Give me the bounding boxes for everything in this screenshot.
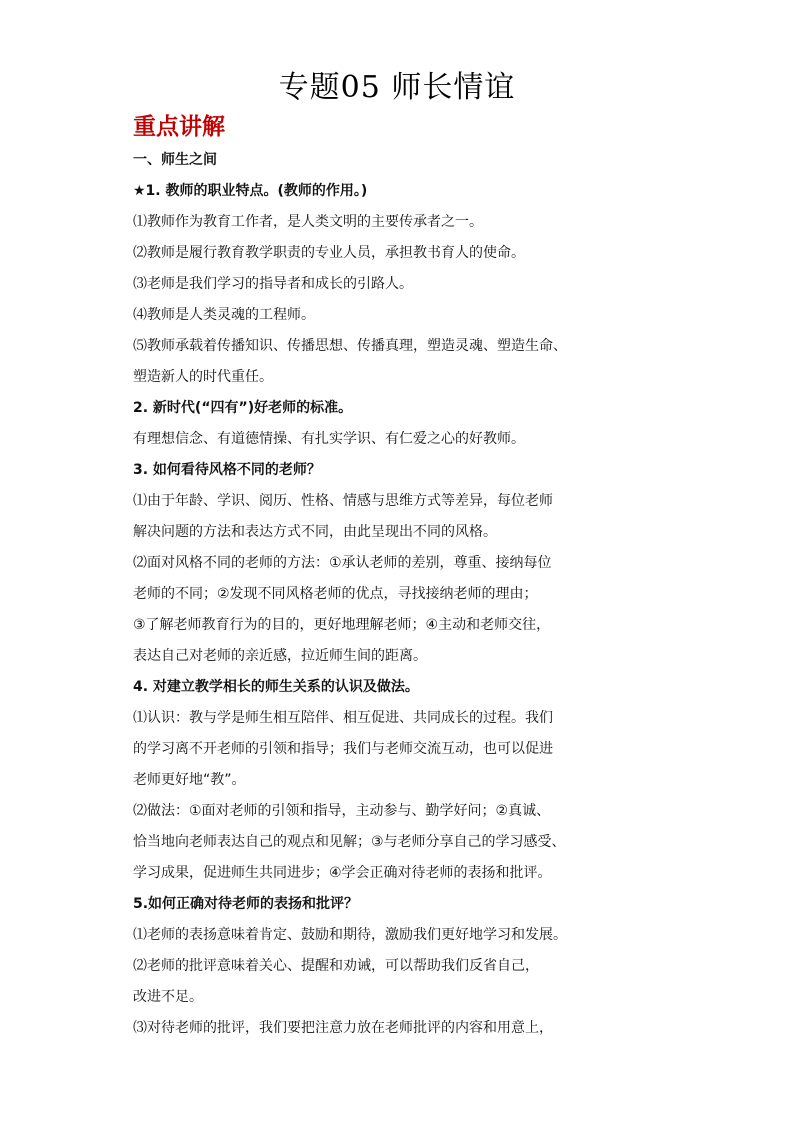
text-line: ⑵面对风格不同的老师的方法：①承认老师的差别，尊重、接纳每位: [133, 555, 552, 571]
subheading: ★1. 教师的职业特点。(教师的作用。): [133, 183, 368, 199]
text-line: ⑴老师的表扬意味着肯定、鼓励和期待，激励我们更好地学习和发展。: [133, 927, 567, 943]
section-heading: 重点讲解: [133, 113, 225, 140]
text-line: ⑸教师承载着传播知识、传播思想、传播真理，塑造灵魂、塑造生命、: [133, 338, 567, 354]
text-line: 老师的不同；②发现不同风格老师的优点，寻找接纳老师的理由；: [133, 586, 538, 602]
text-line: ⑴教师作为教育工作者，是人类文明的主要传承者之一。: [133, 214, 483, 230]
text-line: 改进不足。: [133, 989, 203, 1005]
text-line: ⑷教师是人类灵魂的工程师。: [133, 307, 315, 323]
page-title: 专题05 师长情谊: [278, 70, 516, 105]
text-line: 老师更好地“教”。: [133, 772, 246, 788]
text-line: 塑造新人的时代重任。: [133, 369, 273, 385]
text-line: ③了解老师教育行为的目的，更好地理解老师；④主动和老师交往，: [133, 617, 551, 633]
text-line: 的学习离不开老师的引领和指导；我们与老师交流互动，也可以促进: [133, 741, 553, 757]
subheading: 4. 对建立教学相长的师生关系的认识及做法。: [133, 679, 419, 695]
text-line: ⑵教师是履行教育教学职责的专业人员，承担教书育人的使命。: [133, 245, 525, 261]
text-line: 表达自己对老师的亲近感，拉近师生间的距离。: [133, 648, 427, 664]
text-line: 恰当地向老师表达自己的观点和见解；③与老师分享自己的学习感受、: [133, 834, 566, 850]
text-line: 学习成果，促进师生共同进步；④学会正确对待老师的表扬和批评。: [133, 865, 552, 881]
text-line: ⑵老师的批评意味着关心、提醒和劝诫，可以帮助我们反省自己，: [133, 958, 539, 974]
subheading: 5.如何正确对待老师的表扬和批评？: [133, 896, 359, 912]
text-line: 有理想信念、有道德情操、有扎实学识、有仁爱之心的好教师。: [133, 431, 525, 447]
subheading: 一、师生之间: [133, 152, 217, 168]
text-line: ⑴认识：教与学是师生相互陪伴、相互促进、共同成长的过程。我们: [133, 710, 553, 726]
text-line: ⑴由于年龄、学识、阅历、性格、情感与思维方式等差异，每位老师: [133, 493, 553, 509]
text-line: 解决问题的方法和表达方式不同，由此呈现出不同的风格。: [133, 524, 497, 540]
text-line: ⑵做法：①面对老师的引领和指导，主动参与、勤学好问；②真诚、: [133, 803, 551, 819]
text-line: ⑶老师是我们学习的指导者和成长的引路人。: [133, 276, 413, 292]
subheading: 3. 如何看待风格不同的老师？: [133, 462, 321, 478]
subheading: 2. 新时代(“四有”)好老师的标准。: [133, 400, 353, 416]
text-line: ⑶对待老师的批评，我们要把注意力放在老师批评的内容和用意上，: [133, 1020, 553, 1036]
